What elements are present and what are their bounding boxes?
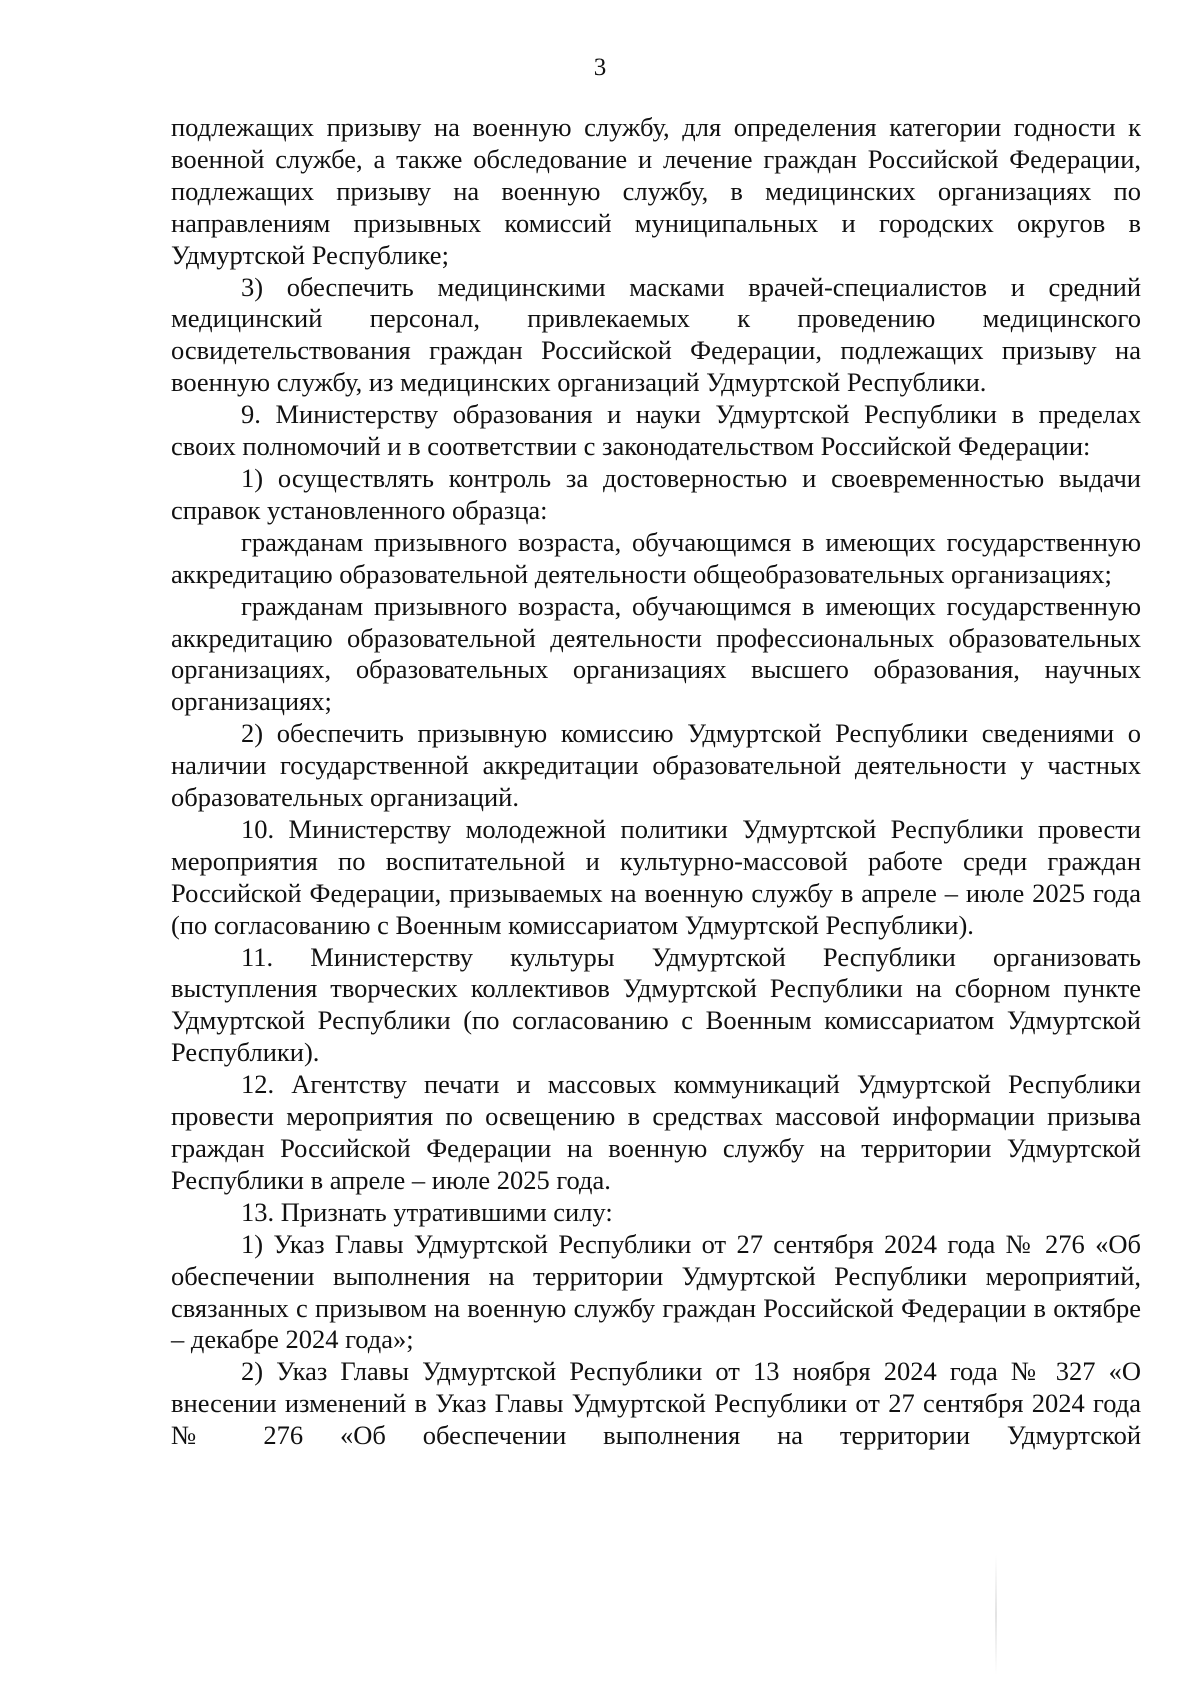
paragraph-9-item-1: 1) осуществлять контроль за достоверностью и своевременностью выдачи справок установленного образца:	[171, 462, 1141, 525]
scan-artifact	[995, 1555, 997, 1675]
paragraph-9-item-2: 2) обеспечить призывную комиссию Удмуртской Республики сведениями о наличии государственной аккредитации образовательной деятельности у частных образовательных организаций.	[171, 718, 1141, 813]
page-number: 3	[593, 54, 607, 81]
paragraph-9-general-education: гражданам призывного возраста, обучающимся в имеющих государственную аккредитацию образовательной деятельности общеобразовательных организациях;	[171, 526, 1141, 589]
paragraph-9-professional-education: гражданам призывного возраста, обучающимся в имеющих государственную аккредитацию образовательной деятельности профессиональных образовательных организациях, образовательных организациях высшего образования, научных организациях;	[171, 590, 1141, 717]
paragraph-item-3-masks: 3) обеспечить медицинскими масками врачей-специалистов и средний медицинский персонал, привлекаемых к проведению медицинского освидетельствования граждан Российской Федерации, подлежащих призыву на военную службу, из медицинских организаций Удмуртской Республики.	[171, 271, 1141, 398]
paragraph-13-repeal: 13. Признать утратившими силу:	[241, 1196, 613, 1227]
paragraph-continuation: подлежащих призыву на военную службу, для определения категории годности к военной службе, а также обследование и лечение граждан Российской Федерации, подлежащих призыву на военную службу, в медицинских организациях по направлениям призывных комиссий муниципальных и городских округов в Удмуртской Республике;	[171, 112, 1141, 270]
paragraph-11-culture: 11. Министерству культуры Удмуртской Республики организовать выступления творческих коллективов Удмуртской Республики на сборном пункте Удмуртской Республики (по согласованию с Военным комиссариатом Удмуртской Республики).	[171, 941, 1141, 1068]
paragraph-12-press-agency: 12. Агентству печати и массовых коммуникаций Удмуртской Республики провести мероприятия по освещению в средствах массовой информации призыва граждан Российской Федерации на военную службу на территории Удмуртской Республики в апреле – июле 2025 года.	[171, 1069, 1141, 1195]
paragraph-13-item-2: 2) Указ Главы Удмуртской Республики от 13 ноября 2024 года № 327 «О внесении изменений в Указ Главы Удмуртской Республики от 27 сентября 2024 года № 276 «Об обеспечении выполнения на территории Удмуртской	[171, 1356, 1141, 1451]
paragraph-10-youth-policy: 10. Министерству молодежной политики Удмуртской Республики провести мероприятия по воспитательной и культурно-массовой работе среди граждан Российской Федерации, призываемых на военную службу в апреле – июле 2025 года (по согласованию с Военным комиссариатом Удмуртской Республики).	[171, 813, 1141, 940]
paragraph-13-item-1: 1) Указ Главы Удмуртской Республики от 27 сентября 2024 года № 276 «Об обеспечении выполнения на территории Удмуртской Республики мероприятий, связанных с призывом на военную службу граждан Российской Федерации в октябре – декабре 2024 года»;	[171, 1228, 1141, 1355]
document-body	[171, 112, 1141, 1452]
paragraph-9-ministry-education: 9. Министерству образования и науки Удмуртской Республики в пределах своих полномочий и в соответствии с законодательством Российской Федерации:	[171, 399, 1141, 462]
